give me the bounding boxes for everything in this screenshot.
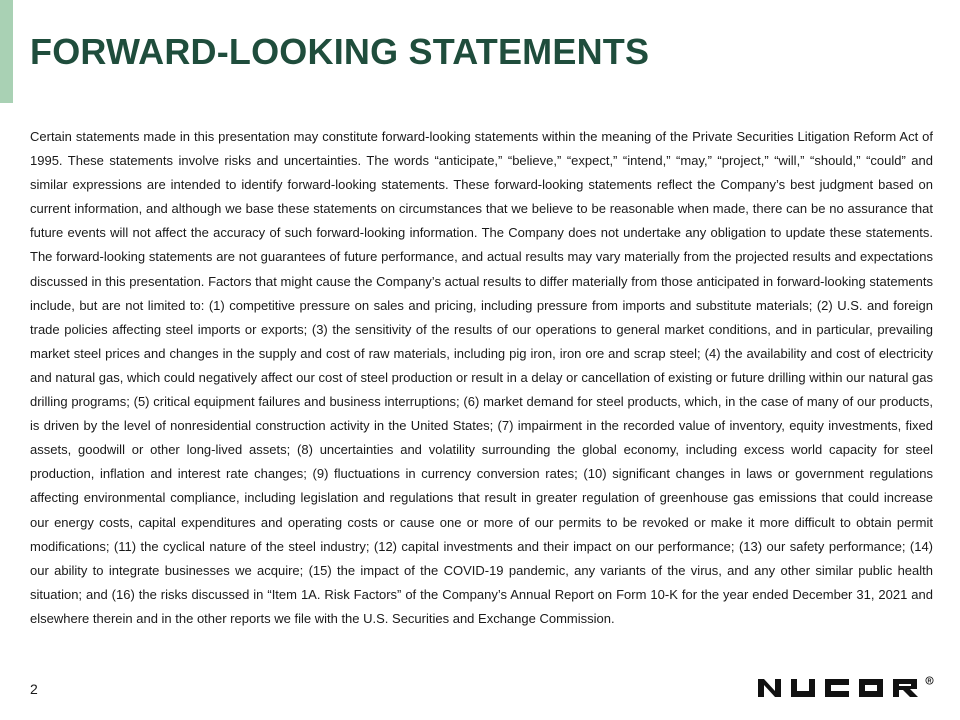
registered-mark [926,677,933,685]
page-number: 2 [30,681,38,697]
title-accent-bar [0,0,13,103]
svg-text:R: R [927,678,932,685]
slide-title: FORWARD-LOOKING STATEMENTS [30,31,650,72]
forward-looking-statement-paragraph: Certain statements made in this presentation may constitute forward-looking statements within the meaning of the Private Securities Litigation Reform Act of 1995. These statements involve risks and uncertainties. The words “anticipate,” “believe,” “expect,” “intend,” “may,” “project,” “will,” “should,” “could” and similar expressions are intended to identify forward-looking statements. These forward-looking statements reflect the Company’s best judgment based on current information, and although we base these statements on circumstances that we believe to be reasonable when made, there can be no assurance that future events will not affect the accuracy of such forward-looking information. The Company does not undertake any obligation to update these statements. The forward-looking statements are not guarantees of future performance, and actual results may vary materially from the projected results and expectations discussed in this presentation. Factors that might cause the Company’s actual results to differ materially from those anticipated in forward-looking statements include, but are not limited to: (1) competitive pressure on sales and pricing, including pressure from imports and substitute materials; (2) U.S. and foreign trade policies affecting steel imports or exports; (3) the sensitivity of the results of our operations to general market conditions, and in particular, prevailing market steel prices and changes in the supply and cost of raw materials, including pig iron, iron ore and scrap steel; (4) the availability and cost of electricity and natural gas, which could negatively affect our cost of steel production or result in a delay or cancellation of existing or future drilling within our natural gas drilling programs; (5) critical equipment failures and business interruptions; (6) market demand for steel products, which, in the case of many of our products, is driven by the level of nonresidential construction activity in the United States; (7) impairment in the recorded value of inventory, equity investments, fixed assets, goodwill or other long-lived assets; (8) uncertainties and volatility surrounding the global economy, including excess world capacity for steel production, inflation and interest rate changes; (9) fluctuations in currency conversion rates; (10) significant changes in laws or government regulations affecting environmental compliance, including legislation and regulations that result in greater regulation of greenhouse gas emissions that could increase our energy costs, capital expenditures and operating costs or cause one or more of our permits to be revoked or make it more difficult to obtain permit modifications; (11) the cyclical nature of the steel industry; (12) capital investments and their impact on our performance; (13) our safety performance; (14) our ability to integrate businesses we acquire; (15) the impact of the COVID-19 pandemic, any variants of the virus, and any other similar public health situation; and (16) the risks discussed in “Item 1A. Risk Factors” of the Company’s Annual Report on Form 10-K for the year ended December 31, 2021 and elsewhere therein and in the other reports we file with the U.S. Securities and Exchange Commission. [30,129,933,626]
nucor-logo [758,676,934,698]
